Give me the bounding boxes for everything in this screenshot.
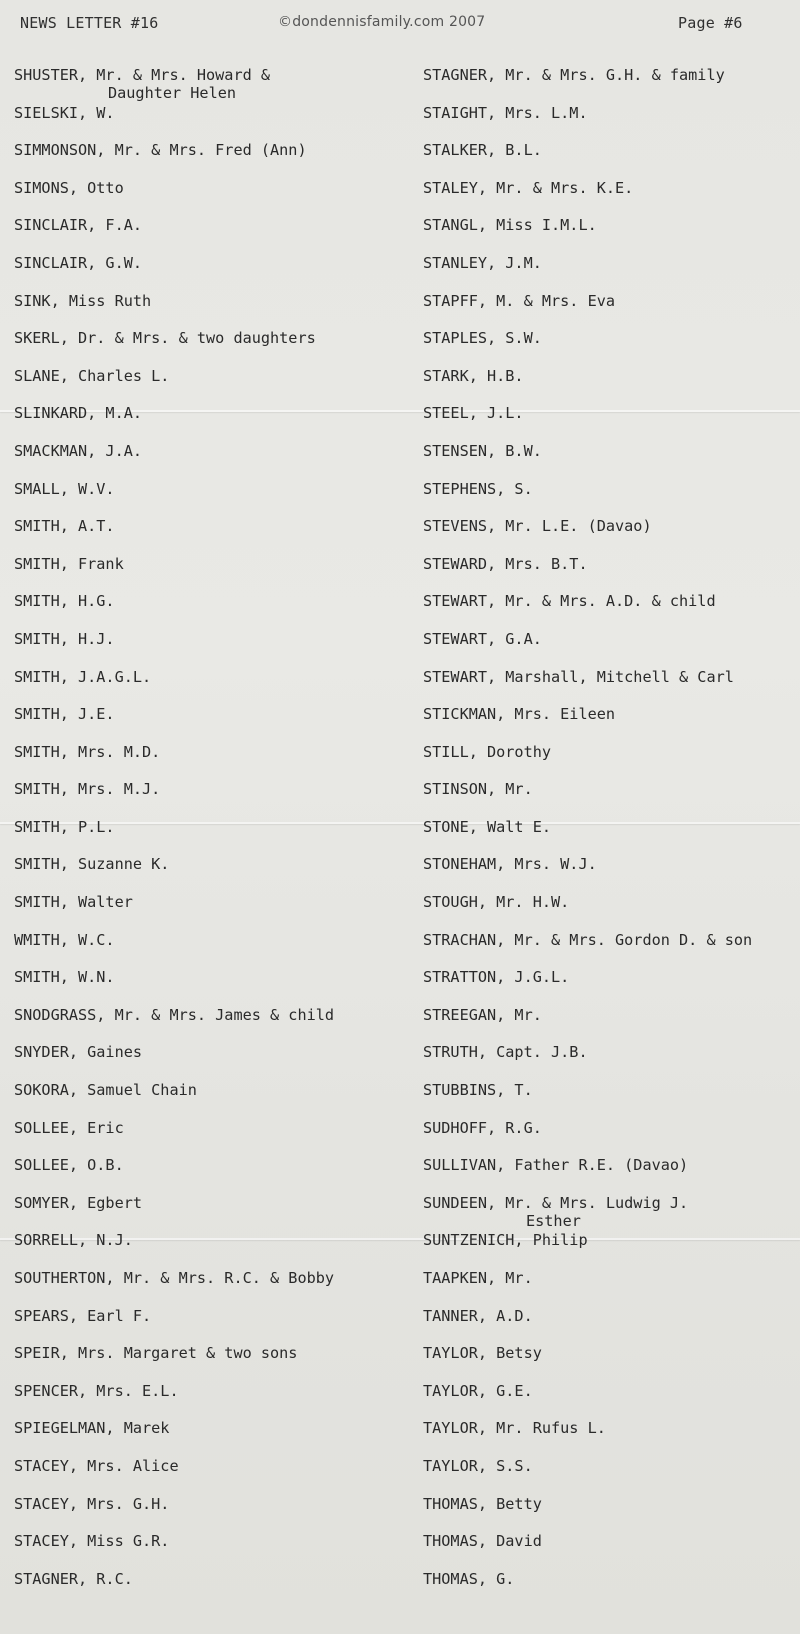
copyright-notice: ©dondennisfamily.com 2007 — [278, 14, 486, 30]
entry-name: THOMAS, David — [423, 1532, 542, 1551]
name-entry — [423, 1457, 799, 1495]
entry-name: SNODGRASS, Mr. & Mrs. James & child — [14, 1005, 335, 1024]
entry-name: STRATTON, J.G.L. — [423, 968, 570, 987]
name-entry — [14, 1495, 406, 1533]
name-entry — [423, 367, 799, 405]
newsletter-title: NEWS LETTER #16 — [20, 14, 159, 32]
name-entry — [423, 968, 799, 1006]
name-entry — [14, 1231, 406, 1269]
entry-name: THOMAS, G. — [423, 1569, 515, 1588]
name-entry — [14, 1119, 406, 1157]
entry-name: STEPHENS, S. — [423, 479, 533, 498]
name-entry — [423, 743, 799, 781]
name-entry — [423, 104, 799, 142]
entry-name: STINSON, Mr. — [423, 780, 533, 799]
entry-name: SMITH, Mrs. M.D. — [14, 742, 161, 761]
entry-name: STICKMAN, Mrs. Eileen — [423, 705, 616, 724]
name-entry — [423, 1532, 799, 1570]
name-entry — [423, 780, 799, 818]
name-entry — [14, 1043, 406, 1081]
entry-name: SMITH, J.E. — [14, 705, 115, 724]
name-entry — [14, 104, 406, 142]
name-entry — [14, 1194, 406, 1232]
entry-name: SMALL, W.V. — [14, 479, 115, 498]
entry-name: SOMYER, Egbert — [14, 1193, 143, 1212]
name-entry — [423, 329, 799, 367]
entry-name: STALEY, Mr. & Mrs. K.E. — [423, 178, 634, 197]
entry-name: STAPLES, S.W. — [423, 329, 542, 348]
entry-name: TAYLOR, S.S. — [423, 1456, 533, 1475]
entry-name: SNYDER, Gaines — [14, 1043, 143, 1062]
name-entry — [423, 630, 799, 668]
name-entry — [14, 1081, 406, 1119]
entry-name: STRUTH, Capt. J.B. — [423, 1043, 588, 1062]
name-entry — [14, 705, 406, 743]
name-entry — [14, 592, 406, 630]
name-entry — [14, 480, 406, 518]
name-entry — [14, 931, 406, 969]
name-entry — [14, 1344, 406, 1382]
name-entry — [423, 517, 799, 555]
entry-name: SORRELL, N.J. — [14, 1231, 133, 1250]
entry-name: STRACHAN, Mr. & Mrs. Gordon D. & son — [423, 930, 753, 949]
name-entry — [423, 480, 799, 518]
entry-name: STOUGH, Mr. H.W. — [423, 893, 570, 912]
entry-name: SOLLEE, O.B. — [14, 1156, 124, 1175]
name-entry — [14, 630, 406, 668]
entry-name: SMITH, H.G. — [14, 592, 115, 611]
entry-name: SPEARS, Earl F. — [14, 1306, 152, 1325]
entry-name: SMITH, Suzanne K. — [14, 855, 170, 874]
name-entry — [14, 968, 406, 1006]
entry-name: SMITH, A.T. — [14, 517, 115, 536]
entry-name: STEWART, Mr. & Mrs. A.D. & child — [423, 592, 716, 611]
entry-name: SMITH, H.J. — [14, 629, 115, 648]
entry-name: SOLLEE, Eric — [14, 1118, 124, 1137]
entry-name: STILL, Dorothy — [423, 742, 552, 761]
name-entry — [423, 1419, 799, 1457]
name-entry — [14, 1570, 406, 1608]
name-entry — [14, 141, 406, 179]
entry-name: SOUTHERTON, Mr. & Mrs. R.C. & Bobby — [14, 1269, 335, 1287]
name-entry — [14, 517, 406, 555]
name-entry — [14, 1457, 406, 1495]
name-entry — [14, 216, 406, 254]
name-entry — [14, 555, 406, 593]
entry-name: TAYLOR, G.E. — [423, 1381, 533, 1400]
name-entry — [14, 254, 406, 292]
entry-name: SUNTZENICH, Philip — [423, 1231, 588, 1250]
entry-name: STALKER, B.L. — [423, 141, 542, 160]
name-entry — [14, 1532, 406, 1570]
entry-name: SMITH, Walter — [14, 893, 133, 912]
entry-name: SMITH, Frank — [14, 554, 124, 573]
name-entry — [423, 592, 799, 630]
entry-name: STACEY, Mrs. Alice — [14, 1456, 179, 1475]
entry-name: SMITH, P.L. — [14, 817, 115, 836]
entry-name: SKERL, Dr. & Mrs. & two daughters — [14, 329, 316, 348]
name-entry — [423, 66, 799, 104]
entry-name: STEWARD, Mrs. B.T. — [423, 554, 588, 573]
entry-name: STONE, Walt E. — [423, 817, 552, 836]
name-entry — [423, 1495, 799, 1533]
name-entry — [423, 1006, 799, 1044]
entry-name: SINCLAIR, G.W. — [14, 253, 143, 272]
entry-name: SIMMONSON, Mr. & Mrs. Fred (Ann) — [14, 141, 307, 160]
name-entry — [423, 1156, 799, 1194]
name-entry — [14, 66, 406, 104]
right-name-column — [423, 66, 799, 1607]
entry-name: SIELSKI, W. — [14, 103, 115, 122]
name-entry — [14, 1419, 406, 1457]
entry-name: SINCLAIR, F.A. — [14, 216, 143, 235]
name-entry — [423, 931, 799, 969]
name-entry — [14, 743, 406, 781]
entry-name: STAGNER, Mr. & Mrs. G.H. & family — [423, 66, 725, 84]
name-entry — [14, 855, 406, 893]
name-entry — [423, 705, 799, 743]
name-entry — [14, 1307, 406, 1345]
name-entry — [423, 404, 799, 442]
entry-name: STONEHAM, Mrs. W.J. — [423, 855, 597, 874]
name-entry — [423, 179, 799, 217]
entry-name: STEVENS, Mr. L.E. (Davao) — [423, 517, 652, 536]
name-entry — [423, 1119, 799, 1157]
entry-name: STAGNER, R.C. — [14, 1569, 133, 1588]
name-entry — [14, 442, 406, 480]
name-entry — [423, 818, 799, 856]
entry-name: SUDHOFF, R.G. — [423, 1118, 542, 1137]
name-entry — [423, 1307, 799, 1345]
entry-name: SPEIR, Mrs. Margaret & two sons — [14, 1344, 298, 1363]
name-entry — [14, 818, 406, 856]
entry-continuation: Daughter Helen — [108, 84, 237, 102]
name-entry — [423, 1269, 799, 1307]
entry-name: STANGL, Miss I.M.L. — [423, 216, 597, 235]
entry-name: STEEL, J.L. — [423, 404, 524, 423]
name-entry — [14, 329, 406, 367]
entry-name: SPENCER, Mrs. E.L. — [14, 1381, 179, 1400]
entry-name: STEWART, Marshall, Mitchell & Carl — [423, 667, 734, 686]
entry-name: SMITH, W.N. — [14, 968, 115, 987]
entry-name: STREEGAN, Mr. — [423, 1005, 542, 1024]
name-entry — [423, 893, 799, 931]
left-name-column — [14, 66, 406, 1607]
entry-name: TANNER, A.D. — [423, 1306, 533, 1325]
page-number: Page #6 — [678, 14, 743, 32]
name-entry — [14, 367, 406, 405]
entry-name: SMITH, J.A.G.L. — [14, 667, 152, 686]
name-entry — [14, 780, 406, 818]
entry-name: WMITH, W.C. — [14, 930, 115, 949]
name-entry — [14, 292, 406, 330]
entry-name: SOKORA, Samuel Chain — [14, 1081, 197, 1100]
name-entry — [423, 254, 799, 292]
entry-name: STAPFF, M. & Mrs. Eva — [423, 291, 616, 310]
name-entry — [423, 1081, 799, 1119]
entry-name: STUBBINS, T. — [423, 1081, 533, 1100]
entry-name: STEWART, G.A. — [423, 629, 542, 648]
entry-name: STAIGHT, Mrs. L.M. — [423, 103, 588, 122]
name-entry — [423, 1344, 799, 1382]
name-entry — [423, 442, 799, 480]
entry-name: SLANE, Charles L. — [14, 366, 170, 385]
entry-continuation: Esther — [526, 1211, 581, 1230]
entry-name: SMACKMAN, J.A. — [14, 441, 143, 460]
entry-name: SPIEGELMAN, Marek — [14, 1419, 170, 1438]
entry-name: SUNDEEN, Mr. & Mrs. Ludwig J. — [423, 1193, 689, 1212]
entry-name: STARK, H.B. — [423, 366, 524, 385]
name-entry — [14, 1382, 406, 1420]
name-entry — [423, 292, 799, 330]
entry-name: STANLEY, J.M. — [423, 253, 542, 272]
name-entry — [423, 1382, 799, 1420]
name-entry — [423, 555, 799, 593]
name-entry — [14, 1269, 406, 1307]
entry-name: STENSEN, B.W. — [423, 441, 542, 460]
name-entry — [14, 404, 406, 442]
entry-name: TAYLOR, Betsy — [423, 1344, 542, 1363]
entry-name: SHUSTER, Mr. & Mrs. Howard & — [14, 66, 271, 84]
entry-name: SINK, Miss Ruth — [14, 291, 152, 310]
entry-name: SULLIVAN, Father R.E. (Davao) — [423, 1156, 689, 1175]
entry-name: THOMAS, Betty — [423, 1494, 542, 1513]
entry-name: STACEY, Miss G.R. — [14, 1532, 170, 1551]
name-entry — [14, 668, 406, 706]
name-entry — [14, 1156, 406, 1194]
entry-name: SIMONS, Otto — [14, 178, 124, 197]
name-entry — [14, 1006, 406, 1044]
name-entry — [423, 1043, 799, 1081]
name-entry — [423, 141, 799, 179]
entry-name: SLINKARD, M.A. — [14, 404, 143, 423]
name-entry — [423, 216, 799, 254]
name-entry — [423, 1194, 799, 1232]
entry-name: SMITH, Mrs. M.J. — [14, 780, 161, 799]
entry-name: TAAPKEN, Mr. — [423, 1269, 533, 1287]
entry-name: STACEY, Mrs. G.H. — [14, 1494, 170, 1513]
name-entry — [423, 668, 799, 706]
name-entry — [14, 179, 406, 217]
entry-name: TAYLOR, Mr. Rufus L. — [423, 1419, 606, 1438]
name-entry — [423, 855, 799, 893]
name-entry — [423, 1231, 799, 1269]
name-entry — [14, 893, 406, 931]
name-entry — [423, 1570, 799, 1608]
